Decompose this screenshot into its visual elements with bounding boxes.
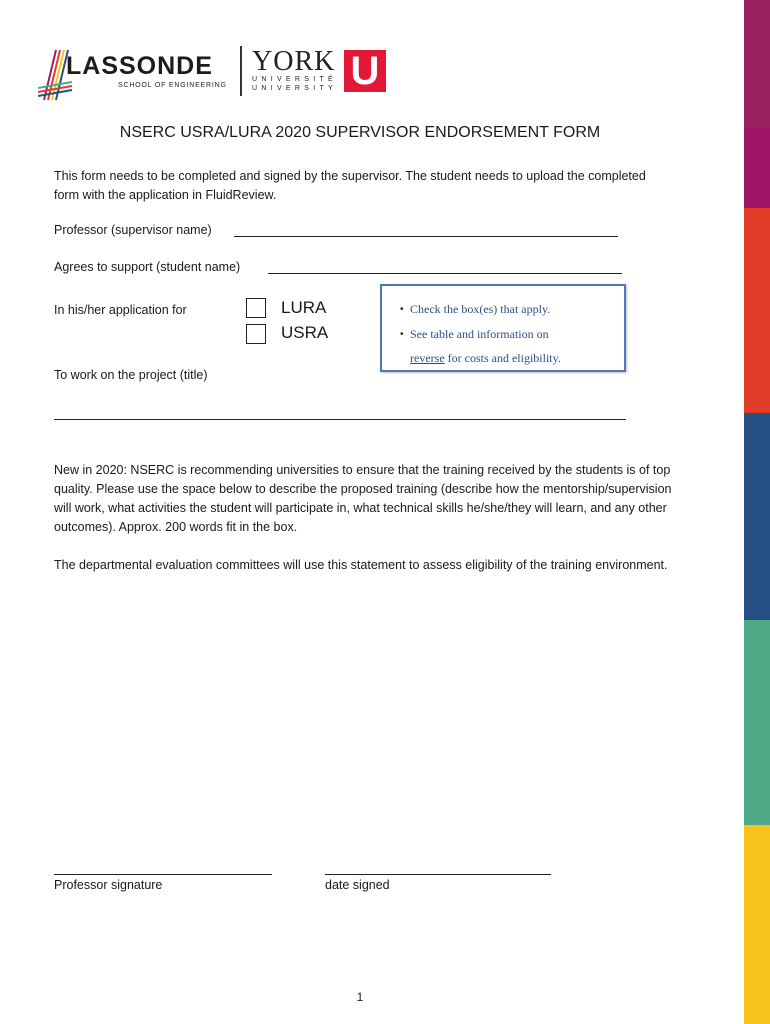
student-name-field[interactable] bbox=[268, 273, 622, 274]
project-title-field[interactable] bbox=[54, 419, 626, 420]
professor-label: Professor (supervisor name) bbox=[54, 223, 212, 237]
color-bar-segment bbox=[744, 413, 770, 620]
professor-signature-label: Professor signature bbox=[54, 878, 163, 892]
reverse-link[interactable]: reverse bbox=[410, 351, 445, 365]
note-costs-text: for costs and eligibility. bbox=[444, 351, 561, 365]
date-signed-field[interactable] bbox=[325, 874, 551, 875]
project-label: To work on the project (title) bbox=[54, 368, 208, 382]
color-bar-segment bbox=[744, 825, 770, 1024]
lura-option-label: LURA bbox=[281, 298, 327, 317]
lassonde-wordmark: LASSONDE bbox=[66, 52, 213, 80]
york-subtitle-fr: UNIVERSITÉ bbox=[252, 76, 338, 83]
bullet-icon: • bbox=[400, 329, 404, 340]
professor-name-field[interactable] bbox=[234, 236, 618, 237]
color-bar-segment bbox=[744, 128, 770, 208]
york-subtitle-en: UNIVERSITY bbox=[252, 85, 338, 92]
date-signed-label: date signed bbox=[325, 878, 390, 892]
color-bar-segment bbox=[744, 620, 770, 825]
note-see-table: See table and information on bbox=[410, 327, 549, 341]
usra-option-label: USRA bbox=[281, 323, 329, 342]
decorative-color-bar bbox=[744, 0, 770, 1024]
instructions-note-box bbox=[380, 284, 626, 372]
lura-checkbox[interactable] bbox=[246, 298, 266, 318]
application-label: In his/her application for bbox=[54, 303, 187, 317]
training-description-paragraph: New in 2020: NSERC is recommending universities to ensure that the training received by the students is of top quality. Please use the space below to describe the proposed training (describe how the mentorship/supervision will work, what activities the student will participate in, what technical skills he/she/they will learn, and any other outcomes). Approx. 200 words fit in the box. bbox=[54, 463, 672, 534]
student-label: Agrees to support (student name) bbox=[54, 260, 241, 274]
note-reverse-line bbox=[410, 351, 561, 366]
lassonde-subtitle: SCHOOL OF ENGINEERING bbox=[118, 82, 227, 89]
bullet-icon: • bbox=[400, 304, 404, 315]
note-check-boxes: Check the box(es) that apply. bbox=[410, 302, 551, 316]
color-bar-segment bbox=[744, 208, 770, 413]
professor-signature-field[interactable] bbox=[54, 874, 272, 875]
lassonde-york-logo bbox=[38, 44, 398, 104]
evaluation-paragraph: The departmental evaluation committees will use this statement to assess eligibility of the training environment. bbox=[54, 558, 668, 572]
form-intro: This form needs to be completed and signed by the supervisor. The student needs to upload the completed form with the application in FluidReview. bbox=[54, 169, 646, 202]
york-u-mark: U bbox=[344, 50, 386, 92]
page-number: 1 bbox=[356, 990, 364, 1004]
training-description-area[interactable] bbox=[54, 610, 654, 860]
york-wordmark: YORK bbox=[252, 46, 336, 77]
usra-checkbox[interactable] bbox=[246, 324, 266, 344]
color-bar-segment bbox=[744, 0, 770, 128]
logo-divider bbox=[240, 46, 242, 96]
form-title: NSERC USRA/LURA 2020 SUPERVISOR ENDORSEMENT FORM bbox=[119, 124, 601, 141]
